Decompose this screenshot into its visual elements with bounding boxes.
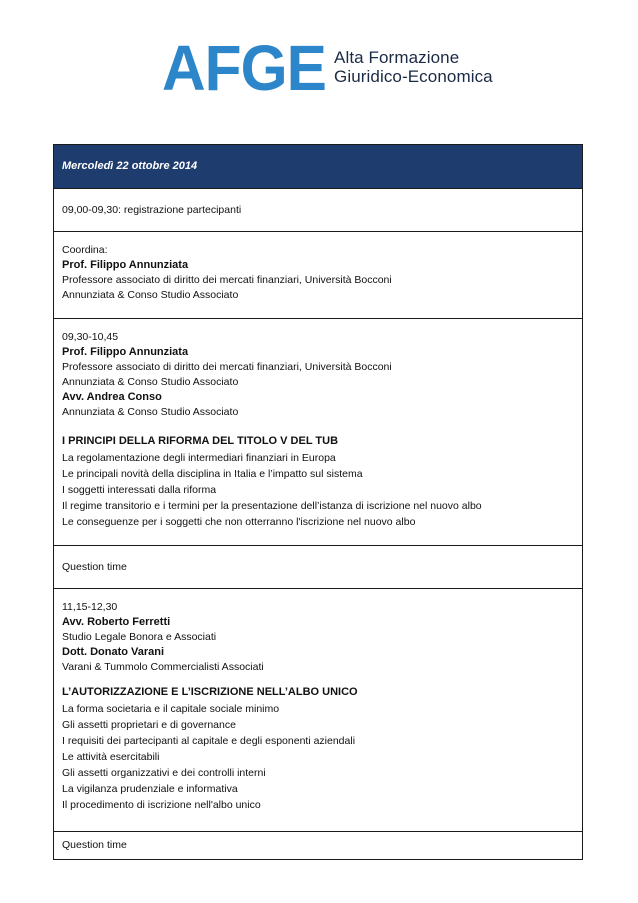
- session-2-topic: I requisiti dei partecipanti al capitale e degli esponenti aziendali: [62, 735, 356, 747]
- session-1-speaker-1-role: Professore associato di diritto dei mercati finanziari, Università Bocconi: [62, 361, 392, 373]
- question-time-row-1: [54, 545, 582, 588]
- session-1-topic: Le conseguenze per i soggetti che non otterranno l'iscrizione nel nuovo albo: [62, 516, 416, 528]
- session-2-topic: Il procedimento di iscrizione nell'albo unico: [62, 799, 261, 811]
- session-2-topic: La vigilanza prudenziale e informativa: [62, 783, 238, 795]
- session-2-topic: La forma societaria e il capitale sociale minimo: [62, 703, 280, 715]
- session-1-time: 09,30-10,45: [62, 331, 119, 343]
- session-1-speaker-2-name: Avv. Andrea Conso: [62, 391, 162, 403]
- chair-row: [54, 231, 582, 318]
- agenda-table: [53, 144, 583, 860]
- session-1-topics: [62, 450, 574, 530]
- session-2-title: L’AUTORIZZAZIONE E L’ISCRIZIONE NELL’ALBO UNICO: [62, 686, 358, 698]
- agenda-date-row: [54, 144, 582, 188]
- afge-logo-mark: [162, 38, 330, 94]
- org-name-line-1: Alta Formazione: [334, 48, 460, 67]
- session-2-speaker-1-firm: Studio Legale Bonora e Associati: [62, 631, 217, 643]
- session-2-speaker-1-name: Avv. Roberto Ferretti: [62, 616, 171, 628]
- session-2-topic: Le attività esercitabili: [62, 751, 160, 763]
- session-1-topic: Le principali novità della disciplina in Italia e l’impatto sul sistema: [62, 468, 363, 480]
- session-2-topic: Gli assetti organizzativi e dei controlli interni: [62, 767, 266, 779]
- agenda-date: Mercoledì 22 ottobre 2014: [62, 160, 198, 172]
- session-2-speaker-2-firm: Varani & Tummolo Commercialisti Associati: [62, 661, 264, 673]
- chair-label: Coordina:: [62, 244, 108, 256]
- session-1-topic: I soggetti interessati dalla riforma: [62, 484, 217, 496]
- session-2-row: [54, 588, 582, 831]
- question-time-1: Question time: [62, 560, 127, 573]
- session-2-topics: [62, 701, 574, 813]
- svg-text:AFGE: AFGE: [162, 38, 326, 94]
- session-1-speaker-2-firm: Annunziata & Conso Studio Associato: [62, 406, 239, 418]
- session-1-topic: Il regime transitorio e i termini per la presentazione dell’istanza di iscrizione nel nuovo albo: [62, 500, 482, 512]
- org-name: [334, 48, 493, 86]
- session-1-title: I PRINCIPI DELLA RIFORMA DEL TITOLO V DEL TUB: [62, 435, 339, 447]
- question-time-row-2: [54, 831, 582, 860]
- session-2-topic: Gli assetti proprietari e di governance: [62, 719, 236, 731]
- registration-row: [54, 188, 582, 231]
- chair-role: Professore associato di diritto dei mercati finanziari, Università Bocconi: [62, 274, 392, 286]
- question-time-2: Question time: [62, 839, 127, 851]
- chair-name: Prof. Filippo Annunziata: [62, 259, 189, 271]
- session-2-speaker-2-name: Dott. Donato Varani: [62, 646, 165, 658]
- chair-firm: Annunziata & Conso Studio Associato: [62, 289, 239, 301]
- session-1-speaker-1-name: Prof. Filippo Annunziata: [62, 346, 189, 358]
- session-1-speaker-1-firm: Annunziata & Conso Studio Associato: [62, 376, 239, 388]
- session-2-time: 11,15-12,30: [62, 601, 118, 613]
- session-1-row: [54, 318, 582, 545]
- registration-text: 09,00-09,30: registrazione partecipanti: [62, 203, 242, 216]
- session-1-topic: La regolamentazione degli intermediari finanziari in Europa: [62, 452, 336, 464]
- org-name-line-2: Giuridico-Economica: [334, 67, 493, 86]
